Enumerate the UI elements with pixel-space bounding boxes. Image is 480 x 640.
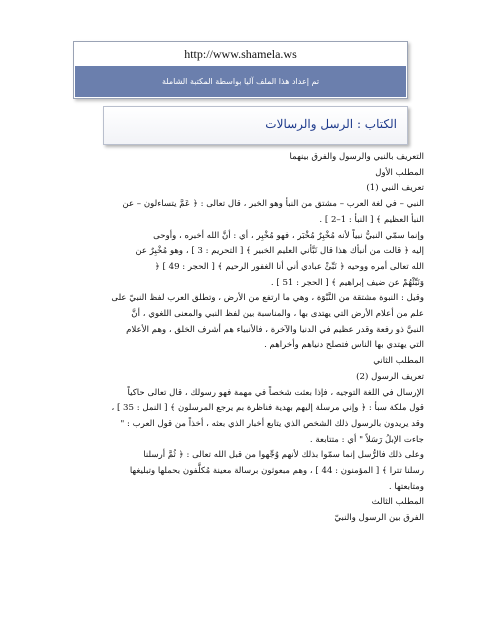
- body-line: وَنَبِّئْهُمْ عن ضيف إبراهيم ﴾ [ الحجر : 51 ] .: [270, 277, 424, 288]
- subsection-heading: الفرق بين الرسول والنبيّ: [334, 513, 424, 524]
- body-line: وقد يريدون بالرسول ذلك الشخص الذي يتابع أخبار الذي بعثه ، أخذاً من قول العرب : ": [120, 418, 424, 429]
- section-heading: المطلب الثالث: [371, 497, 424, 508]
- subsection-heading: تعريف الرسول (2): [356, 371, 424, 382]
- section-heading: المطلب الأول: [375, 167, 424, 178]
- book-title: الكتاب : الرسل والرسالات: [265, 117, 397, 131]
- body-line: التي يهتدي بها الناس فتصلح دنياهم وأخراهم .: [264, 340, 424, 351]
- body-line: التعريف بالنبي والرسول والفرق بينهما: [289, 152, 424, 162]
- generated-by-banner: تم إعداد هذا الملف آليا بواسطة المكتبة الشاملة: [75, 66, 406, 97]
- body-line: علم من أعلام الأرض التي يهتدى بها ، والمناسبة بين لفظ النبي والمعنى اللغوي ، أنَّ: [131, 309, 424, 320]
- section-heading: المطلب الثاني: [373, 356, 424, 367]
- body-line: جاءت الإبلُ رَسَلاً " أي : متتابعة .: [309, 434, 424, 445]
- body-line: إليه ﴿ قالت من أنبأك هذا قال نَبَّأني العليم الخبير ﴾ [ التحريم : 3 ] ، وهو مُخْبِرٌ عن: [135, 246, 424, 257]
- body-line: قول ملكة سبأ : ﴿ وإني مرسلة إليهم بهدية فناظرة بم يرجع المرسلون ﴾ [ النمل : 35 ] ،: [111, 403, 424, 414]
- body-line: الله تعالى أمره ووحيه ﴿ نَبِّئْ عبادي أني أنا الغفور الرحيم ﴾ [ الحجر : 49 ] ﴿: [154, 261, 424, 272]
- body-line: الإرسال في اللغة التوجيه ، فإذا بعثت شخصاً في مهمة فهو رسولك ، قال تعالى حاكياً: [127, 387, 424, 398]
- body-line: وعلى ذلك فالرُّسل إنما سمّوا بذلك لأنهم وُجِّهوا من قبل الله تعالى : ﴿ ثُمَّ أرسلنا: [143, 450, 424, 461]
- document-body: [62, 150, 424, 527]
- source-url[interactable]: http://www.shamela.ws: [184, 47, 297, 61]
- body-line: النبأ العظيم ﴾ [ النبأ : 1–2 ] .: [319, 214, 424, 225]
- body-line: النبيَّ ذو رفعة وقدر عظيم في الدنيا والآخرة ، فالأنبياء هم أشرف الخلق ، وهم الأعلام: [126, 324, 424, 335]
- body-line: ومتابعتها .: [388, 481, 424, 492]
- body-line: النبي – في لغة العرب – مشتق من النبأ وهو الخبر ، قال تعالى : ﴿ عَمَّ يتساءلون – عن: [122, 199, 424, 210]
- body-line: وإنما سمّي النبيُّ نبياً لأنه مُخْبِرٌ مُخْبَر ، فهو مُخْبِر ، أي : أنَّ الله أخبره ، وأوحى: [153, 230, 424, 241]
- book-title-box: [103, 106, 408, 145]
- source-header-box: [73, 41, 408, 99]
- subsection-heading: تعريف النبي (1): [366, 183, 424, 194]
- body-line: وقيل : النبوة مشتقة من النَّبْوَة ، وهي ما ارتفع من الأرض ، وتطلق العرب لفظ النبيّ على: [111, 293, 424, 304]
- body-line: رسلنا تترا ﴾ [ المؤمنون : 44 ] ، وهم مبعوثون برسالة معينة مُكلَّفون بحملها وتبليغها: [129, 466, 424, 477]
